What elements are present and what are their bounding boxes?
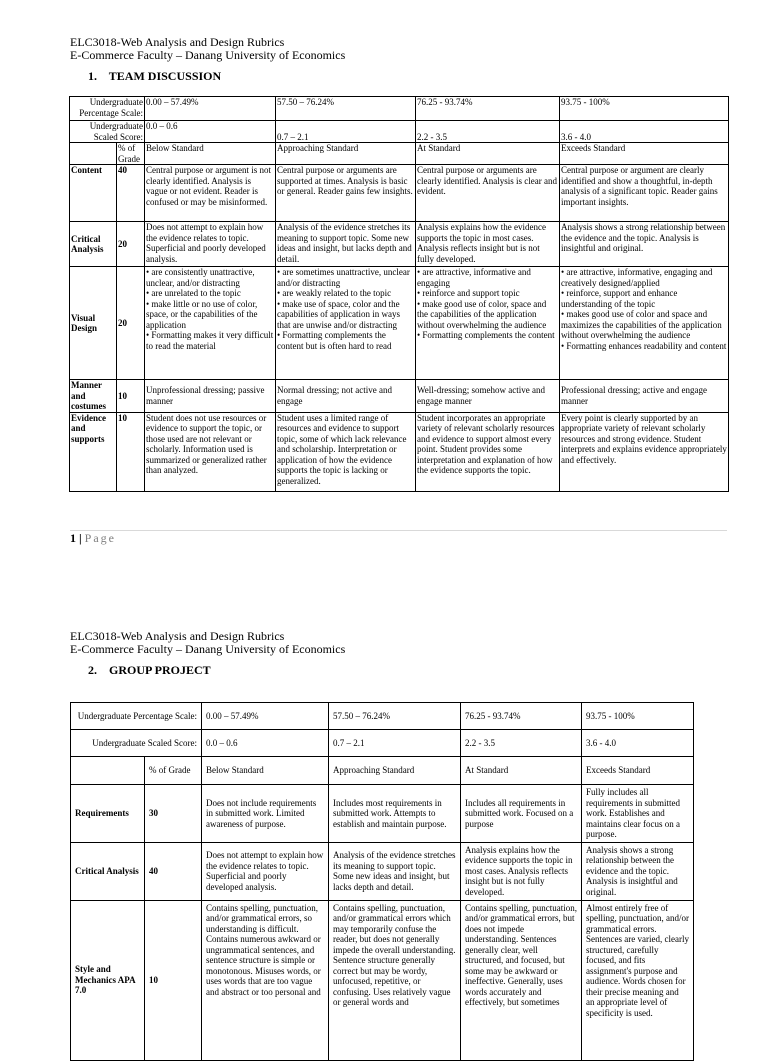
rubric-cell: Analysis shows a strong relationship between the evidence and the topic. Analysis is insightful and original. bbox=[582, 842, 694, 900]
rubric-table-group-project bbox=[70, 702, 694, 1061]
level-cell: Approaching Standard bbox=[276, 143, 416, 165]
criterion-weight: 10 bbox=[145, 900, 202, 1060]
header-faculty: E-Commerce Faculty – Danang University of Economics bbox=[70, 642, 346, 656]
criterion-label: Requirements bbox=[71, 785, 145, 843]
level-cell: Below Standard bbox=[145, 143, 276, 165]
rubric-cell: • are sometimes unattractive, unclear and/or distracting • are weakly related to the topic • make use of space, color and the capabilities of application in ways that are unwise and/or distracting • Formatting complements the content but is often hard to read bbox=[276, 267, 416, 380]
footer-separator: | bbox=[79, 531, 82, 545]
level-cell: At Standard bbox=[416, 143, 560, 165]
table-row bbox=[71, 900, 694, 1060]
criterion-label: Evidence and supports bbox=[70, 412, 117, 491]
criterion-weight: 40 bbox=[117, 165, 145, 222]
criterion-label: Critical Analysis bbox=[70, 222, 117, 267]
rubric-cell: Analysis explains how the evidence supports the topic in most cases. Analysis reflects insight but is not fully developed. bbox=[416, 222, 560, 267]
pct-scale-label: Undergraduate Percentage Scale: bbox=[71, 703, 202, 730]
rubric-cell: Central purpose or argument is not clearly identified. Analysis is vague or not evident. Reader is confused or may be misinformed. bbox=[145, 165, 276, 222]
range-cell: 76.25 - 93.74% bbox=[416, 97, 560, 121]
range-cell: 93.75 - 100% bbox=[582, 703, 694, 730]
scaled-cell: 0.7 – 2.1 bbox=[276, 121, 416, 143]
scaled-cell: 0.0 – 0.6 bbox=[145, 121, 276, 143]
table-row bbox=[71, 785, 694, 843]
level-cell: Exceeds Standard bbox=[582, 757, 694, 785]
rubric-cell: Does not attempt to explain how the evidence relates to topic. Superficial and poorly developed analysis. bbox=[145, 222, 276, 267]
footer-page-word: Page bbox=[84, 531, 116, 545]
rubric-cell: Central purpose or argument are clearly identified and show a thoughtful, in-depth analysis of a significant topic. Reader gains important insights. bbox=[560, 165, 729, 222]
rubric-cell: Contains spelling, punctuation, and/or grammatical errors, so understanding is difficult. Contains numerous awkward or ungrammatical sentences, and sentence structure is simple or monotonous. Misuses words, or uses words that are too vague and abstract or too personal and bbox=[202, 900, 329, 1060]
rubric-cell: Includes all requirements in submitted work. Focused on a purpose bbox=[461, 785, 582, 843]
rubric-cell: Almost entirely free of spelling, punctuation, and/or grammatical errors. Sentences are varied, clearly structured, carefully focused, and fits assignment's purpose and audience. Words chosen for their precise meaning and an appropriate level of specificity is used. bbox=[582, 900, 694, 1060]
scaled-cell: 2.2 - 3.5 bbox=[416, 121, 560, 143]
level-cell: Below Standard bbox=[202, 757, 329, 785]
scaled-cell: 0.7 – 2.1 bbox=[329, 730, 461, 757]
rubric-cell: Analysis of the evidence stretches its meaning to support topic. Some new ideas and insight, but lacks depth and detail. bbox=[276, 222, 416, 267]
level-cell: Exceeds Standard bbox=[560, 143, 729, 165]
section-number: 2. bbox=[88, 663, 97, 677]
header-course-title: ELC3018-Web Analysis and Design Rubrics bbox=[70, 629, 285, 643]
criterion-label: Critical Analysis bbox=[71, 842, 145, 900]
criterion-weight: 10 bbox=[117, 412, 145, 491]
rubric-cell: Normal dressing; not active and engage bbox=[276, 380, 416, 413]
rubric-cell: Contains spelling, punctuation, and/or grammatical errors, but does not impede understanding. Sentences generally clear, well structured, and focused, but some may be awkward or ineffective. Generally, uses words accurately and effectively, but sometimes bbox=[461, 900, 582, 1060]
table-row bbox=[71, 842, 694, 900]
criterion-weight: 10 bbox=[117, 380, 145, 413]
scaled-score-label: Undergraduate Scaled Score: bbox=[70, 121, 145, 143]
criterion-label: Style and Mechanics APA 7.0 bbox=[71, 900, 145, 1060]
range-cell: 76.25 - 93.74% bbox=[461, 703, 582, 730]
scaled-score-label: Undergraduate Scaled Score: bbox=[71, 730, 202, 757]
range-cell: 57.50 – 76.24% bbox=[329, 703, 461, 730]
header-faculty: E-Commerce Faculty – Danang University of Economics bbox=[70, 48, 346, 62]
rubric-cell: Every point is clearly supported by an appropriate variety of relevant scholarly resources and strong evidence. Student interprets and explains evidence appropriately and effectively. bbox=[560, 412, 729, 491]
pct-grade-label: % of Grade bbox=[145, 757, 202, 785]
criterion-label: Content bbox=[70, 165, 117, 222]
section-number: 1. bbox=[88, 69, 97, 83]
rubric-cell: • are consistently unattractive, unclear, and/or distracting • are unrelated to the topic • make little or no use of color, space, or the capabilities of the application • Formatting makes it very difficult to read the material bbox=[145, 267, 276, 380]
range-cell: 57.50 – 76.24% bbox=[276, 97, 416, 121]
document-header bbox=[70, 630, 345, 656]
footer-page-number: 1 bbox=[70, 531, 76, 545]
rubric-cell: Does not include requirements in submitted work. Limited awareness of purpose. bbox=[202, 785, 329, 843]
rubric-cell: Analysis of the evidence stretches its meaning to support topic. Some new ideas and insight, but lacks depth and detail. bbox=[329, 842, 461, 900]
rubric-cell: Professional dressing; active and engage manner bbox=[560, 380, 729, 413]
rubric-cell: Fully includes all requirements in submitted work. Establishes and maintains clear focus on a purpose. bbox=[582, 785, 694, 843]
rubric-cell: Student uses a limited range of resources and evidence to support topic, some of which lack relevance and scholarship. Interpretation or application of how the evidence supports the topic is lacking or generalized. bbox=[276, 412, 416, 491]
rubric-cell: Unprofessional dressing; passive manner bbox=[145, 380, 276, 413]
criterion-weight: 20 bbox=[117, 267, 145, 380]
rubric-cell: Contains spelling, punctuation, and/or grammatical errors which may temporarily confuse the reader, but does not generally impede the overall understanding. Sentence structure generally correct but may be wordy, unfocused, repetitive, or confusing. Uses relatively vague or general words and bbox=[329, 900, 461, 1060]
section-heading bbox=[88, 663, 211, 678]
level-cell: Approaching Standard bbox=[329, 757, 461, 785]
rubric-cell: Central purpose or arguments are supported at times. Analysis is basic or general. Reader gains few insights. bbox=[276, 165, 416, 222]
scaled-cell: 0.0 – 0.6 bbox=[202, 730, 329, 757]
pct-grade-label: % of Grade bbox=[117, 143, 145, 165]
scaled-cell: 3.6 - 4.0 bbox=[560, 121, 729, 143]
rubric-cell: Central purpose or arguments are clearly identified. Analysis is clear and evident. bbox=[416, 165, 560, 222]
rubric-cell: • are attractive, informative, engaging and creatively designed/applied • reinforce, support and enhance understanding of the topic • makes good use of color and space and maximizes the capabilities of the application without overwhelming the audience • Formatting enhances readability and content bbox=[560, 267, 729, 380]
range-cell: 0.00 – 57.49% bbox=[202, 703, 329, 730]
rubric-cell: Includes most requirements in submitted work. Attempts to establish and maintain purpose. bbox=[329, 785, 461, 843]
rubric-cell: Student incorporates an appropriate variety of relevant scholarly resources and evidence to support almost every point. Student provides some interpretation and explanation of how the evidence supports the topic. bbox=[416, 412, 560, 491]
rubric-cell: • are attractive, informative and engaging • reinforce and support topic • make good use of color, space and the capabilities of the application without overwhelming the audience • Formatting complements the content bbox=[416, 267, 560, 380]
range-cell: 93.75 - 100% bbox=[560, 97, 729, 121]
range-cell: 0.00 – 57.49% bbox=[145, 97, 276, 121]
section-title: TEAM DISCUSSION bbox=[108, 69, 222, 83]
rubric-cell: Well-dressing; somehow active and engage manner bbox=[416, 380, 560, 413]
rubric-cell: Does not attempt to explain how the evidence relates to topic. Superficial and poorly developed analysis. bbox=[202, 842, 329, 900]
rubric-cell: Analysis shows a strong relationship between the evidence and the topic. Analysis is insightful and original. bbox=[560, 222, 729, 267]
criterion-label: Visual Design bbox=[70, 267, 117, 380]
criterion-weight: 20 bbox=[117, 222, 145, 267]
criterion-label: Manner and costumes bbox=[70, 380, 117, 413]
scaled-cell: 2.2 - 3.5 bbox=[461, 730, 582, 757]
rubric-cell: Analysis explains how the evidence supports the topic in most cases. Analysis reflects insight but is not fully developed. bbox=[461, 842, 582, 900]
empty-cell bbox=[71, 757, 145, 785]
section-title: GROUP PROJECT bbox=[109, 663, 211, 677]
level-cell: At Standard bbox=[461, 757, 582, 785]
criterion-weight: 40 bbox=[145, 842, 202, 900]
pct-scale-label: Undergraduate Percentage Scale: bbox=[70, 97, 145, 121]
rubric-cell: Student does not use resources or evidence to support the topic, or those used are not relevant or scholarly. Information used is summarized or generalized rather than analyzed. bbox=[145, 412, 276, 491]
scaled-cell: 3.6 - 4.0 bbox=[582, 730, 694, 757]
criterion-weight: 30 bbox=[145, 785, 202, 843]
header-course-title: ELC3018-Web Analysis and Design Rubrics bbox=[70, 35, 285, 49]
